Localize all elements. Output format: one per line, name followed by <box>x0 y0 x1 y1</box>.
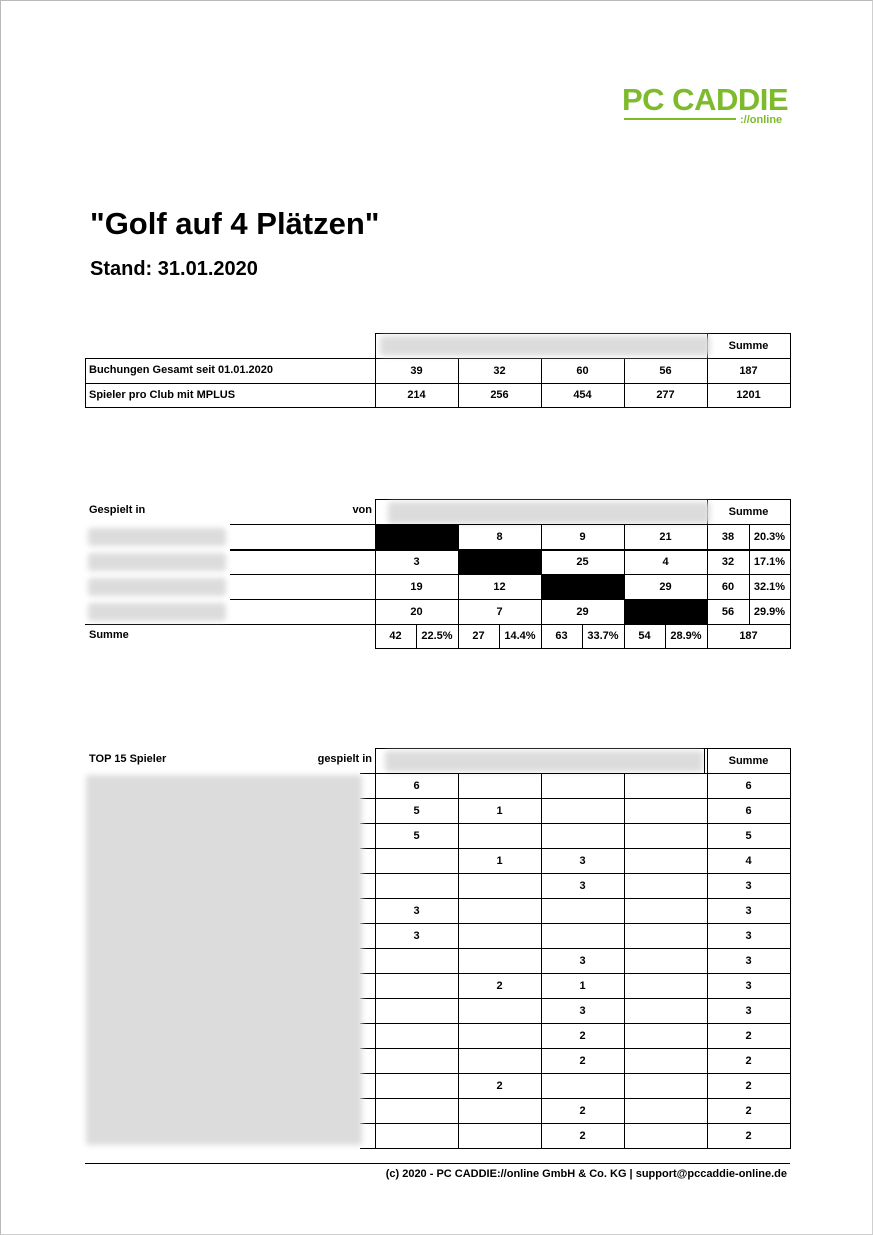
table-cell <box>375 1098 458 1123</box>
table-cell: 3 <box>579 954 586 967</box>
same-club-cell <box>459 550 541 574</box>
grid-line <box>85 407 791 408</box>
table-cell: 4 <box>662 555 669 568</box>
table-cell: 256 <box>490 389 509 401</box>
pc-caddie-logo <box>620 82 795 132</box>
footer-divider <box>85 1163 790 1164</box>
row-sum: 3 <box>745 1004 752 1017</box>
table-cell <box>541 773 624 798</box>
table-cell: 60 <box>576 364 589 377</box>
played-in-label: gespielt in <box>317 753 372 765</box>
row-sum: 3 <box>745 929 752 942</box>
table-cell <box>624 1023 707 1048</box>
table-cell <box>375 873 458 898</box>
table-cell: 7 <box>496 605 503 618</box>
row-percent: 20.3% <box>753 530 786 543</box>
row-sum: 3 <box>745 904 752 917</box>
sum-row-label: Summe <box>89 629 129 641</box>
sum-header: Summe <box>728 505 769 518</box>
same-club-cell <box>376 525 458 549</box>
row-percent: 29.9% <box>753 605 786 618</box>
row-sum: 6 <box>745 779 752 792</box>
sum-count: 54 <box>638 630 651 642</box>
table-cell: 6 <box>413 779 420 792</box>
table-cell: 5 <box>413 829 420 842</box>
redacted-club-name <box>88 528 226 546</box>
sum-percent: 14.4% <box>504 630 536 642</box>
row-sum: 2 <box>745 1079 752 1092</box>
gespielt-in-label: Gespielt in <box>89 504 146 516</box>
redacted-club-names <box>380 336 710 356</box>
table-cell: 2 <box>496 979 503 992</box>
sum-count: 27 <box>472 630 485 642</box>
table-cell <box>375 998 458 1023</box>
table-cell <box>375 1048 458 1073</box>
row-sum: 60 <box>721 580 735 593</box>
table-cell <box>375 1023 458 1048</box>
row-label: Spieler pro Club mit MPLUS <box>89 389 236 401</box>
table-cell <box>458 873 541 898</box>
table-cell <box>624 873 707 898</box>
table-cell <box>541 1073 624 1098</box>
table-cell: 2 <box>579 1054 586 1067</box>
row-label: Buchungen Gesamt seit 01.01.2020 <box>89 364 274 376</box>
table-cell: 12 <box>493 580 506 593</box>
redacted-club-name <box>88 578 226 596</box>
table-cell <box>458 923 541 948</box>
table-cell <box>624 973 707 998</box>
table-cell: 2 <box>579 1129 586 1142</box>
table-cell <box>624 823 707 848</box>
sum-percent: 22.5% <box>421 630 453 642</box>
sum-count: 63 <box>555 630 568 642</box>
table-cell <box>624 848 707 873</box>
table-cell <box>541 898 624 923</box>
table-cell: 2 <box>579 1029 586 1042</box>
grid-line <box>360 1148 791 1149</box>
table-cell: 1 <box>496 804 503 817</box>
table-cell <box>541 823 624 848</box>
sum-header: Summe <box>728 339 769 352</box>
redacted-club-names <box>385 751 703 772</box>
row-sum: 2 <box>745 1054 752 1067</box>
row-sum: 4 <box>745 854 752 867</box>
table-cell <box>624 798 707 823</box>
table-cell <box>458 773 541 798</box>
row-percent: 32.1% <box>753 580 786 593</box>
table-cell <box>375 973 458 998</box>
row-sum: 2 <box>745 1129 752 1142</box>
row-sum: 5 <box>745 829 752 842</box>
table-cell: 32 <box>493 364 506 377</box>
row-sum: 3 <box>745 979 752 992</box>
table-cell <box>624 923 707 948</box>
table-cell <box>624 1048 707 1073</box>
table-cell <box>624 773 707 798</box>
table-cell: 1 <box>579 979 586 992</box>
table-cell <box>458 1023 541 1048</box>
table-cell <box>458 1098 541 1123</box>
table-cell <box>458 823 541 848</box>
grid-line <box>704 748 705 774</box>
redacted-club-name <box>88 603 226 621</box>
redacted-player-names <box>86 775 362 1145</box>
table-cell <box>375 1123 458 1148</box>
table-cell: 9 <box>579 530 586 543</box>
table-cell <box>375 948 458 973</box>
logo-underline <box>624 118 736 120</box>
table-cell <box>458 998 541 1023</box>
footer-text: (c) 2020 - PC CADDIE://online GmbH & Co. KG | support@pccaddie-online.de <box>385 1168 787 1180</box>
top15-label: TOP 15 Spieler <box>89 753 167 765</box>
row-sum: 2 <box>745 1104 752 1117</box>
table-cell <box>458 1123 541 1148</box>
logo-subtext: ://online <box>740 114 783 126</box>
table-cell: 5 <box>413 804 420 817</box>
table-cell: 21 <box>659 530 672 543</box>
row-percent: 17.1% <box>753 555 786 568</box>
table-cell: 187 <box>739 364 758 377</box>
table-cell <box>624 1123 707 1148</box>
table-cell: 3 <box>579 854 586 867</box>
row-sum: 38 <box>721 530 735 543</box>
von-label: von <box>352 504 372 516</box>
table-cell: 20 <box>410 605 423 618</box>
table-cell: 3 <box>579 879 586 892</box>
sum-percent: 33.7% <box>587 630 619 642</box>
table-cell <box>624 948 707 973</box>
redacted-club-names <box>388 502 710 524</box>
sum-header: Summe <box>728 754 769 767</box>
table-cell: 1201 <box>736 389 761 401</box>
table-cell <box>541 923 624 948</box>
page-title: "Golf auf 4 Plätzen" <box>90 206 380 241</box>
table-cell <box>624 1073 707 1098</box>
redacted-club-name <box>88 553 226 571</box>
table-cell: 56 <box>659 364 672 377</box>
page-subtitle: Stand: 31.01.2020 <box>90 258 258 280</box>
table-cell <box>624 998 707 1023</box>
table-cell: 19 <box>410 580 423 593</box>
table-cell: 2 <box>579 1104 586 1117</box>
table-cell: 454 <box>573 389 592 401</box>
sum-count: 42 <box>389 630 402 642</box>
row-sum: 3 <box>745 954 752 967</box>
table-cell <box>458 898 541 923</box>
table-cell: 29 <box>576 605 589 618</box>
logo-text: PC CADDIE <box>622 82 789 117</box>
table-cell: 214 <box>407 389 426 401</box>
grid-line <box>375 648 791 649</box>
table-cell: 277 <box>656 389 675 401</box>
table-cell: 8 <box>496 530 503 543</box>
row-sum: 6 <box>745 804 752 817</box>
table-cell: 3 <box>413 929 420 942</box>
sum-percent: 28.9% <box>670 630 702 642</box>
table-cell: 3 <box>413 904 420 917</box>
same-club-cell <box>542 575 624 599</box>
table-cell <box>375 1073 458 1098</box>
table-cell <box>375 848 458 873</box>
table-cell <box>541 798 624 823</box>
table-cell: 39 <box>410 364 423 377</box>
table-cell <box>458 1048 541 1073</box>
row-sum: 56 <box>721 605 735 618</box>
table-cell <box>458 948 541 973</box>
table-cell: 2 <box>496 1079 503 1092</box>
row-sum: 2 <box>745 1029 752 1042</box>
row-sum: 32 <box>721 555 735 568</box>
table-cell: 25 <box>576 555 589 568</box>
table-cell: 3 <box>413 555 420 568</box>
same-club-cell <box>625 600 707 624</box>
table-cell: 1 <box>496 854 503 867</box>
grid-line <box>790 333 791 408</box>
table-cell <box>624 1098 707 1123</box>
sum-total: 187 <box>739 630 758 642</box>
grid-line <box>85 358 86 408</box>
table-cell <box>624 898 707 923</box>
table-cell: 3 <box>579 1004 586 1017</box>
table-cell: 29 <box>659 580 672 593</box>
row-sum: 3 <box>745 879 752 892</box>
